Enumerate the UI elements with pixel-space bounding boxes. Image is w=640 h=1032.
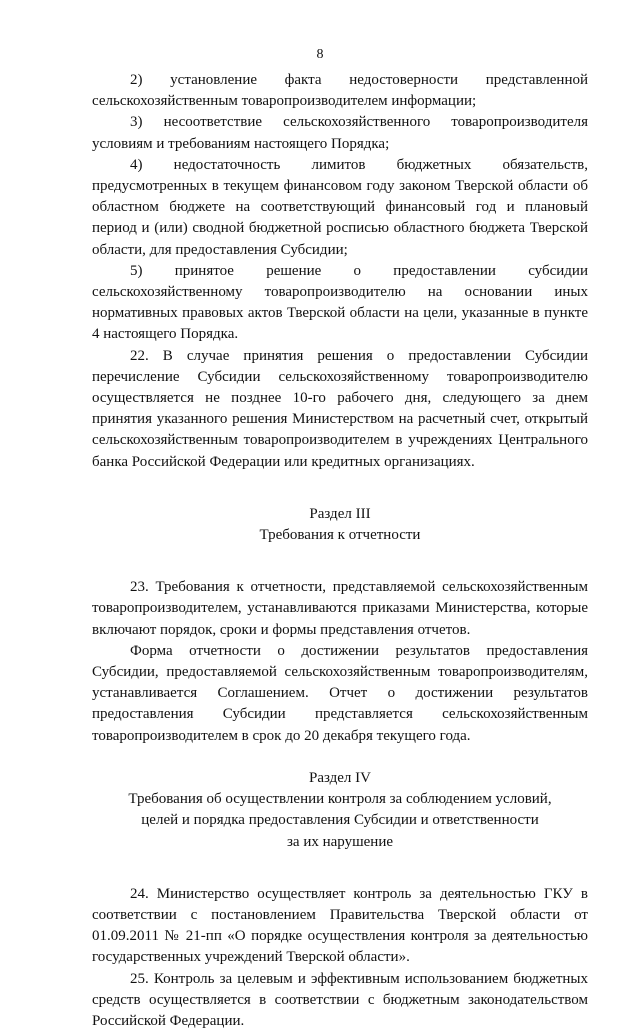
paragraph-24: 24. Министерство осуществляет контроль за деятельностью ГКУ в соответствии с постановлением Правительства Тверской области от 01.09.2011 № 21-пп «О порядке осуществления контроля за деятельностью государственных учреждений Тверской области». [92,885,588,966]
section-3-subtitle: Требования к отчетности [259,527,421,544]
paragraph-25: 25. Контроль за целевым и эффективным использованием бюджетных средств осуществляется в соответствии с бюджетным законодательством Российской Федерации. [92,970,588,1029]
section-4-subtitle-line-2: целей и порядка предоставления Субсидии и ответственности [141,812,539,829]
section-3-title: Раздел III [309,505,371,522]
paragraph-report-form: Форма отчетности о достижении результатов предоставления Субсидии, предоставляемой сельскохозяйственным товаропроизводителям, устанавливается Соглашением. Отчет о достижении результатов предоставления Субсидии представляется сельскохозяйственным товаропроизводителем в срок до 20 декабря текущего года. [92,642,588,744]
paragraph-22: 22. В случае принятия решения о предоставлении Субсидии перечисление Субсидии сельскохозяйственному товаропроизводителю осуществляется не позднее 10-го рабочего дня, следующего за днем принятия указанного решения Министерством на расчетный счет, открытый сельскохозяйственным товаропроизводителем в учреждениях Центрального банка Российской Федерации или кредитных организациях. [92,347,588,470]
paragraph-item-5: 5) принятое решение о предоставлении субсидии сельскохозяйственному товаропроизводителю на основании иных нормативных правовых актов Тверской области на цели, указанные в пункте 4 настоящего Порядка. [92,262,588,343]
page-number: 8 [316,47,324,62]
section-4-title: Раздел IV [308,769,371,786]
document-body [92,70,588,1032]
paragraph-item-3: 3) несоответствие сельскохозяйственного товаропроизводителя условиям и требованиям настоящего Порядка; [92,114,588,152]
paragraph-item-4: 4) недостаточность лимитов бюджетных обязательств, предусмотренных в текущем финансовом году законом Тверской области об областном бюджете на соответствующий финансовый год и плановый период и (или) сводной бюджетной росписью областного бюджета Тверской области, для предоставления Субсидии; [92,156,588,258]
section-4-subtitle-line-1: Требования об осуществлении контроля за соблюдением условий, [128,791,552,808]
paragraph-23: 23. Требования к отчетности, представляемой сельскохозяйственным товаропроизводителем, устанавливаются приказами Министерства, которые включают порядок, сроки и формы представления отчетов. [92,579,588,638]
paragraph-item-2: 2) установление факта недостоверности представленной сельскохозяйственным товаропроизводителем информации; [92,72,588,110]
section-4-subtitle-line-3: за их нарушение [286,833,394,850]
